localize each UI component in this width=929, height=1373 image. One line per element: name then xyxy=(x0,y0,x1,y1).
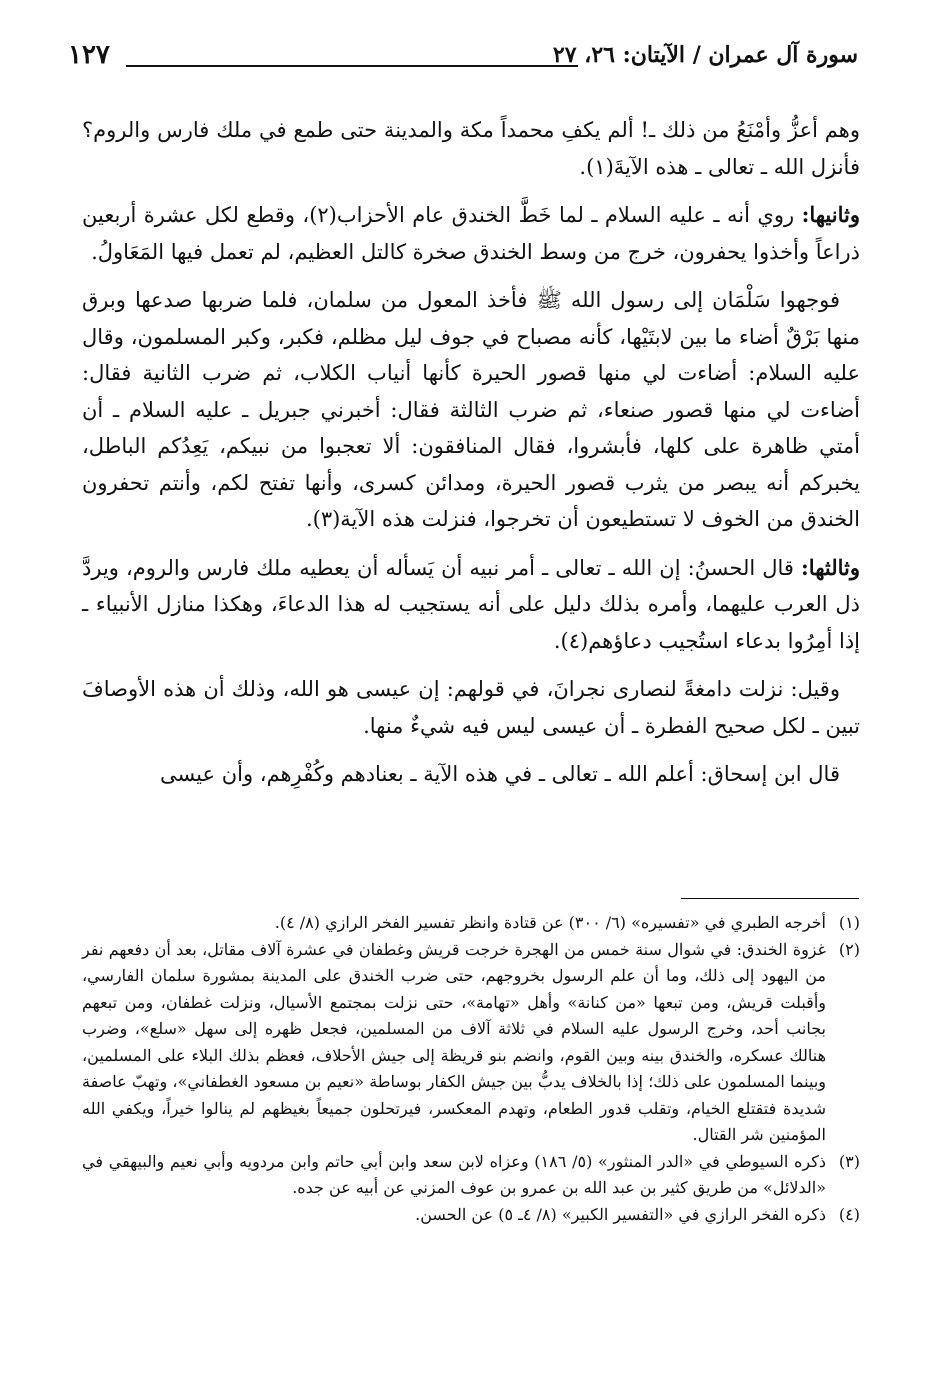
paragraph-2-lead: وثانيها: xyxy=(801,202,860,227)
page-number: ١٢٧ xyxy=(68,40,110,70)
page-header xyxy=(68,38,858,74)
paragraph-1: وهم أعزُّ وأمْنَعُ من ذلك ـ! ألم يكفِ محمداً مكة والمدينة حتى طمع في ملك فارس والروم؟ فأنزل الله ـ تعالى ـ هذه الآيةَ(١). xyxy=(82,118,860,179)
header-rule xyxy=(126,65,578,67)
footnote-2 xyxy=(82,937,860,1149)
footnote-rule xyxy=(681,898,859,899)
paragraph-5: وقيل: نزلت دامغةً لنصارى نجرانَ، في قولهم: إن عيسى هو الله، وذلك أن هذه الأوصافَ تبين ـ لكل صحيح الفطرة ـ أن عيسى ليس فيه شيءٌ منها. xyxy=(82,677,860,738)
footnote-text: ذكره السيوطي في «الدر المنثور» (٥/ ١٨٦) وعزاه لابن سعد وابن أبي حاتم وابن مردويه وأبي نعيم والبيهقي في «الدلائل» من طريق كثير بن عبد الله بن عمرو بن عوف المزني عن أبيه عن جده. xyxy=(82,1151,826,1197)
footnote-number: (١) xyxy=(838,913,860,932)
main-text xyxy=(82,112,860,805)
running-title: سورة آل عمران / الآيتان: ٢٦، ٢٧ xyxy=(552,42,858,68)
paragraph-6: قال ابن إسحاق: أعلم الله ـ تعالى ـ في هذه الآية ـ بعنادهم وكُفْرِهم، وأن عيسى xyxy=(159,762,840,786)
footnote-1 xyxy=(82,910,860,937)
paragraph-2-text: روي أنه ـ عليه السلام ـ لما خَطَّ الخندق عام الأحزاب(٢)، وقطع لكل عشرة أربعين ذراعاً وأخذوا يحفرون، خرج من وسط الخندق صخرة كالتل العظيم، لم تعمل فيها المَعَاولُ. xyxy=(82,203,860,264)
paragraph-2 xyxy=(82,197,860,270)
footnote-text: ذكره الفخر الرازي في «التفسير الكبير» (٨/ ٤ـ ٥) عن الحسن. xyxy=(415,1204,826,1224)
footnote-number: (٣) xyxy=(838,1151,860,1171)
footnote-text: غزوة الخندق: في شوال سنة خمس من الهجرة خرجت قريش وغطفان في عشرة آلاف مقاتل، بعد أن دفعهم نفر من اليهود إلى ذلك، وما أن علم الرسول بخروجهم، حتى ضرب الخندق على المدينة بمشورة سلمان الفارسي، وأقبلت قريش، ومن تبعها «من كنانة» وأهل «تهامة»، حتى نزلت بمجتمع الأسيال، ونزلت غطفان، ومن تبعهم بجانب أحد، وخرج الرسول عليه السلام في ثلاثة آلاف من المسلمين، فجعل ظهره إلى سهل «سلع»، وضرب هنالك عسكره، والخندق بينه وبين القوم، وانضم بنو قريظة إلى جيش الأحلاف، فعظم بذلك البلاء على المسلمين، وبينما المسلمون على ذلك؛ إذا بالخلاف يدبُّ بين جيش الكفار بوساطة «نعيم بن مسعود الغطفاني»، وتهبّ عاصفة شديدة فتقتلع الخيام، وتقلب قدور الطعام، وتهدم المعكسر، فيرتحلون جميعاً بغيظهم لم ينالوا خيراً، ويكفي الله المؤمنين شر القتال. xyxy=(82,939,826,1144)
footnote-4 xyxy=(82,1202,860,1229)
footnotes xyxy=(82,910,860,1228)
paragraph-3: فوجهوا سَلْمَان إلى رسول الله ﷺ فأخذ المعول من سلمان، فلما ضربها صدعها وبرق منها بَرْقٌ أضاء ما بين لابتَيْها، كأنه مصباح في جوف ليل مظلم، فكبر، وكبر المسلمون، وقال عليه السلام: أضاءت لي منها قصور الحيرة كأنها أنياب الكلاب، ثم ضرب الثانية فقال: أضاءت لي منها قصور صنعاء، ثم ضرب الثالثة فقال: أخبرني جبريل ـ عليه السلام ـ أن أمتي ظاهرة على كلها، فأبشروا، فقال المنافقون: ألا تعجبوا من نبيكم، يَعِدُكم الباطل، يخبركم أنه يبصر من يثرب قصور الحيرة، ومدائن كسرى، وأنها تفتح لكم، وأنتم تحفرون الخندق من الخوف لا تستطيعون أن تخرجوا، فنزلت هذه الآية(٣). xyxy=(82,288,860,531)
paragraph-4-lead: وثالثها: xyxy=(801,554,860,580)
paragraph-4 xyxy=(82,550,860,660)
footnote-number: (٤) xyxy=(838,1204,860,1224)
footnote-text: أخرجه الطبري في «تفسيره» (٦/ ٣٠٠) عن قتادة وانظر تفسير الفخر الرازي (٨/ ٤). xyxy=(274,913,826,932)
paragraph-4-text: قال الحسنُ: إن الله ـ تعالى ـ أمر نبيه أن يَسأله أن يعطيه ملك فارس والروم، ويردَّ ذل العرب عليهما، وأمره بذلك دليل على أنه يستجيب له هذا الدعاءَ، وهكذا منازل الأنبياء ـ إذا أمِرُوا بدعاء استُجيب دعاؤهم(٤). xyxy=(82,555,860,653)
footnote-number: (٢) xyxy=(838,939,860,959)
footnote-3 xyxy=(82,1149,860,1202)
